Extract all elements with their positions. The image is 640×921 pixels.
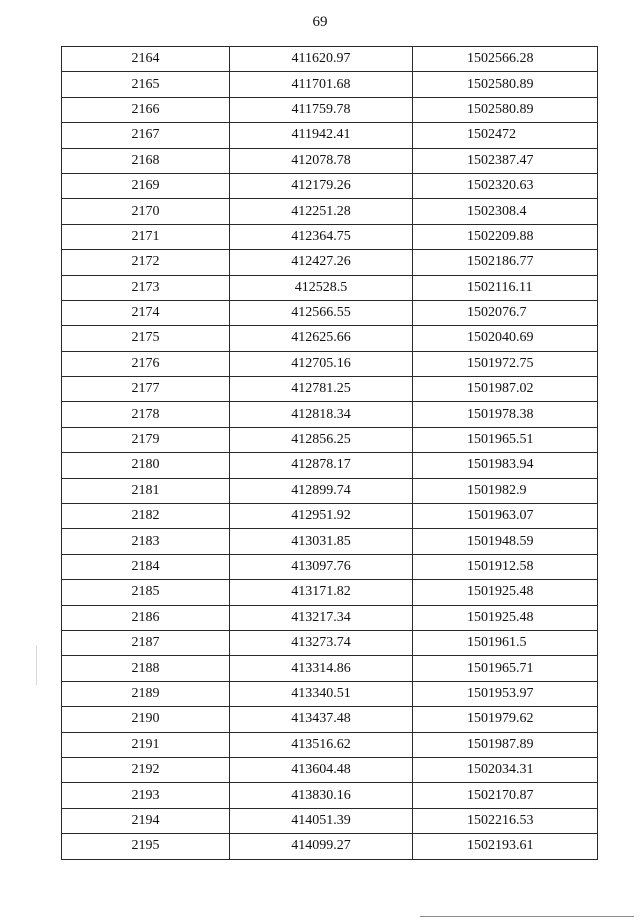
- y-coordinate-value: 1502320.63: [467, 178, 534, 194]
- y-coordinate-cell: [413, 681, 598, 706]
- y-coordinate-cell: [413, 300, 598, 325]
- point-number-cell: 2187: [62, 630, 230, 655]
- y-coordinate-value: 1502034.31: [467, 762, 534, 778]
- table-row: [62, 529, 598, 554]
- table-row: [62, 681, 598, 706]
- point-number-cell: 2184: [62, 554, 230, 579]
- table-row: [62, 377, 598, 402]
- table-row: [62, 732, 598, 757]
- x-coordinate-cell: 412951.92: [230, 504, 413, 529]
- x-coordinate-cell: 412781.25: [230, 377, 413, 402]
- y-coordinate-value: 1501925.48: [467, 584, 534, 600]
- y-coordinate-cell: [413, 478, 598, 503]
- x-coordinate-cell: 411942.41: [230, 123, 413, 148]
- y-coordinate-value: 1502566.28: [467, 51, 534, 67]
- x-coordinate-cell: 413437.48: [230, 707, 413, 732]
- point-number-cell: 2183: [62, 529, 230, 554]
- y-coordinate-cell: [413, 707, 598, 732]
- y-coordinate-cell: [413, 47, 598, 72]
- table-row: [62, 123, 598, 148]
- point-number-cell: 2171: [62, 224, 230, 249]
- x-coordinate-cell: 412899.74: [230, 478, 413, 503]
- table-row: [62, 402, 598, 427]
- point-number-cell: 2188: [62, 656, 230, 681]
- x-coordinate-cell: 412078.78: [230, 148, 413, 173]
- table-row: [62, 275, 598, 300]
- x-coordinate-cell: 413097.76: [230, 554, 413, 579]
- y-coordinate-cell: [413, 250, 598, 275]
- table-row: [62, 97, 598, 122]
- y-coordinate-cell: [413, 123, 598, 148]
- y-coordinate-value: 1502387.47: [467, 152, 534, 168]
- table-row: [62, 250, 598, 275]
- point-number-cell: 2168: [62, 148, 230, 173]
- x-coordinate-cell: 413171.82: [230, 580, 413, 605]
- y-coordinate-cell: [413, 72, 598, 97]
- point-number-cell: 2190: [62, 707, 230, 732]
- table-row: [62, 72, 598, 97]
- x-coordinate-cell: 412878.17: [230, 453, 413, 478]
- point-number-cell: 2167: [62, 123, 230, 148]
- y-coordinate-value: 1501965.51: [467, 432, 534, 448]
- table-row: [62, 504, 598, 529]
- y-coordinate-value: 1501925.48: [467, 609, 534, 625]
- x-coordinate-cell: 412251.28: [230, 199, 413, 224]
- table-row: [62, 757, 598, 782]
- table-row: [62, 427, 598, 452]
- y-coordinate-value: 1502216.53: [467, 812, 534, 828]
- table-row: [62, 478, 598, 503]
- y-coordinate-value: 1501961.5: [467, 635, 527, 651]
- table-row: [62, 630, 598, 655]
- x-coordinate-cell: 414051.39: [230, 808, 413, 833]
- x-coordinate-cell: 412427.26: [230, 250, 413, 275]
- y-coordinate-cell: [413, 605, 598, 630]
- y-coordinate-cell: [413, 580, 598, 605]
- x-coordinate-cell: 412364.75: [230, 224, 413, 249]
- y-coordinate-cell: [413, 224, 598, 249]
- y-coordinate-cell: [413, 97, 598, 122]
- table-row: [62, 580, 598, 605]
- point-number-cell: 2192: [62, 757, 230, 782]
- x-coordinate-cell: 414099.27: [230, 834, 413, 859]
- table-row: [62, 148, 598, 173]
- y-coordinate-value: 1501912.58: [467, 559, 534, 574]
- y-coordinate-value: 1502580.89: [467, 76, 534, 92]
- coordinates-table-body: [62, 47, 598, 860]
- y-coordinate-cell: [413, 427, 598, 452]
- y-coordinate-value: 1502209.88: [467, 228, 534, 244]
- y-coordinate-value: 1502076.7: [467, 305, 527, 321]
- y-coordinate-cell: [413, 275, 598, 300]
- point-number-cell: 2164: [62, 47, 230, 72]
- y-coordinate-value: 1502308.4: [467, 203, 527, 219]
- point-number-cell: 2172: [62, 250, 230, 275]
- table-row: [62, 783, 598, 808]
- table-row: [62, 656, 598, 681]
- y-coordinate-cell: [413, 554, 598, 579]
- y-coordinate-value: 1501963.07: [467, 508, 534, 524]
- y-coordinate-cell: [413, 402, 598, 427]
- x-coordinate-cell: 411759.78: [230, 97, 413, 122]
- y-coordinate-cell: [413, 326, 598, 351]
- x-coordinate-cell: 413340.51: [230, 681, 413, 706]
- y-coordinate-cell: [413, 148, 598, 173]
- y-coordinate-value: 1502580.89: [467, 101, 534, 117]
- table-row: [62, 224, 598, 249]
- table-row: [62, 300, 598, 325]
- table-row: [62, 47, 598, 72]
- point-number-cell: 2174: [62, 300, 230, 325]
- y-coordinate-value: 1502116.11: [467, 279, 533, 295]
- y-coordinate-value: 1502040.69: [467, 330, 534, 346]
- point-number-cell: 2193: [62, 783, 230, 808]
- y-coordinate-value: 1501987.89: [467, 736, 534, 752]
- y-coordinate-value: 1501983.94: [467, 457, 534, 473]
- x-coordinate-cell: 412528.5: [230, 275, 413, 300]
- x-coordinate-cell: 412625.66: [230, 326, 413, 351]
- bottom-rule: [420, 916, 634, 917]
- point-number-cell: 2170: [62, 199, 230, 224]
- point-number-cell: 2173: [62, 275, 230, 300]
- point-number-cell: 2166: [62, 97, 230, 122]
- x-coordinate-cell: 412179.26: [230, 173, 413, 198]
- table-row: [62, 173, 598, 198]
- point-number-cell: 2195: [62, 834, 230, 859]
- y-coordinate-cell: [413, 834, 598, 859]
- y-coordinate-cell: [413, 656, 598, 681]
- table-row: [62, 199, 598, 224]
- table-row: [62, 707, 598, 732]
- y-coordinate-cell: [413, 783, 598, 808]
- table-row: [62, 605, 598, 630]
- y-coordinate-value: 1502193.61: [467, 838, 534, 854]
- y-coordinate-value: 1501965.71: [467, 660, 534, 676]
- x-coordinate-cell: 413217.34: [230, 605, 413, 630]
- x-coordinate-cell: 413604.48: [230, 757, 413, 782]
- y-coordinate-cell: [413, 757, 598, 782]
- point-number-cell: 2180: [62, 453, 230, 478]
- y-coordinate-cell: [413, 504, 598, 529]
- y-coordinate-cell: [413, 808, 598, 833]
- y-coordinate-cell: [413, 199, 598, 224]
- x-coordinate-cell: 412818.34: [230, 402, 413, 427]
- x-coordinate-cell: 413314.86: [230, 656, 413, 681]
- point-number-cell: 2177: [62, 377, 230, 402]
- point-number-cell: 2176: [62, 351, 230, 376]
- table-row: [62, 808, 598, 833]
- y-coordinate-value: 1501948.59: [467, 533, 534, 549]
- table-row: [62, 453, 598, 478]
- y-coordinate-value: 1502472: [467, 127, 516, 143]
- x-coordinate-cell: 412705.16: [230, 351, 413, 376]
- y-coordinate-cell: [413, 351, 598, 376]
- y-coordinate-value: 1501978.38: [467, 406, 534, 422]
- y-coordinate-value: 1501953.97: [467, 685, 534, 701]
- table-row: [62, 326, 598, 351]
- point-number-cell: 2181: [62, 478, 230, 503]
- point-number-cell: 2186: [62, 605, 230, 630]
- x-coordinate-cell: 411701.68: [230, 72, 413, 97]
- y-coordinate-value: 1501987.02: [467, 381, 534, 397]
- y-coordinate-cell: [413, 529, 598, 554]
- table-row: [62, 554, 598, 579]
- point-number-cell: 2191: [62, 732, 230, 757]
- y-coordinate-cell: [413, 173, 598, 198]
- point-number-cell: 2169: [62, 173, 230, 198]
- x-coordinate-cell: 413830.16: [230, 783, 413, 808]
- y-coordinate-value: 1502186.77: [467, 254, 534, 270]
- y-coordinate-cell: [413, 732, 598, 757]
- x-coordinate-cell: 412856.25: [230, 427, 413, 452]
- y-coordinate-cell: [413, 630, 598, 655]
- point-number-cell: 2185: [62, 580, 230, 605]
- y-coordinate-value: 1502170.87: [467, 787, 534, 803]
- x-coordinate-cell: 412566.55: [230, 300, 413, 325]
- table-row: [62, 351, 598, 376]
- y-coordinate-cell: [413, 377, 598, 402]
- x-coordinate-cell: 411620.97: [230, 47, 413, 72]
- point-number-cell: 2182: [62, 504, 230, 529]
- point-number-cell: 2179: [62, 427, 230, 452]
- point-number-cell: 2175: [62, 326, 230, 351]
- x-coordinate-cell: 413031.85: [230, 529, 413, 554]
- y-coordinate-cell: [413, 453, 598, 478]
- coordinates-table: [61, 46, 598, 860]
- y-coordinate-value: 1501972.75: [467, 355, 534, 371]
- y-coordinate-value: 1501979.62: [467, 711, 534, 727]
- scan-edge-mark: [36, 645, 37, 685]
- point-number-cell: 2189: [62, 681, 230, 706]
- x-coordinate-cell: 413516.62: [230, 732, 413, 757]
- x-coordinate-cell: 413273.74: [230, 630, 413, 655]
- point-number-cell: 2178: [62, 402, 230, 427]
- point-number-cell: 2194: [62, 808, 230, 833]
- point-number-cell: 2165: [62, 72, 230, 97]
- table-row: [62, 834, 598, 859]
- page-number: 69: [312, 14, 328, 30]
- y-coordinate-value: 1501982.9: [467, 482, 527, 498]
